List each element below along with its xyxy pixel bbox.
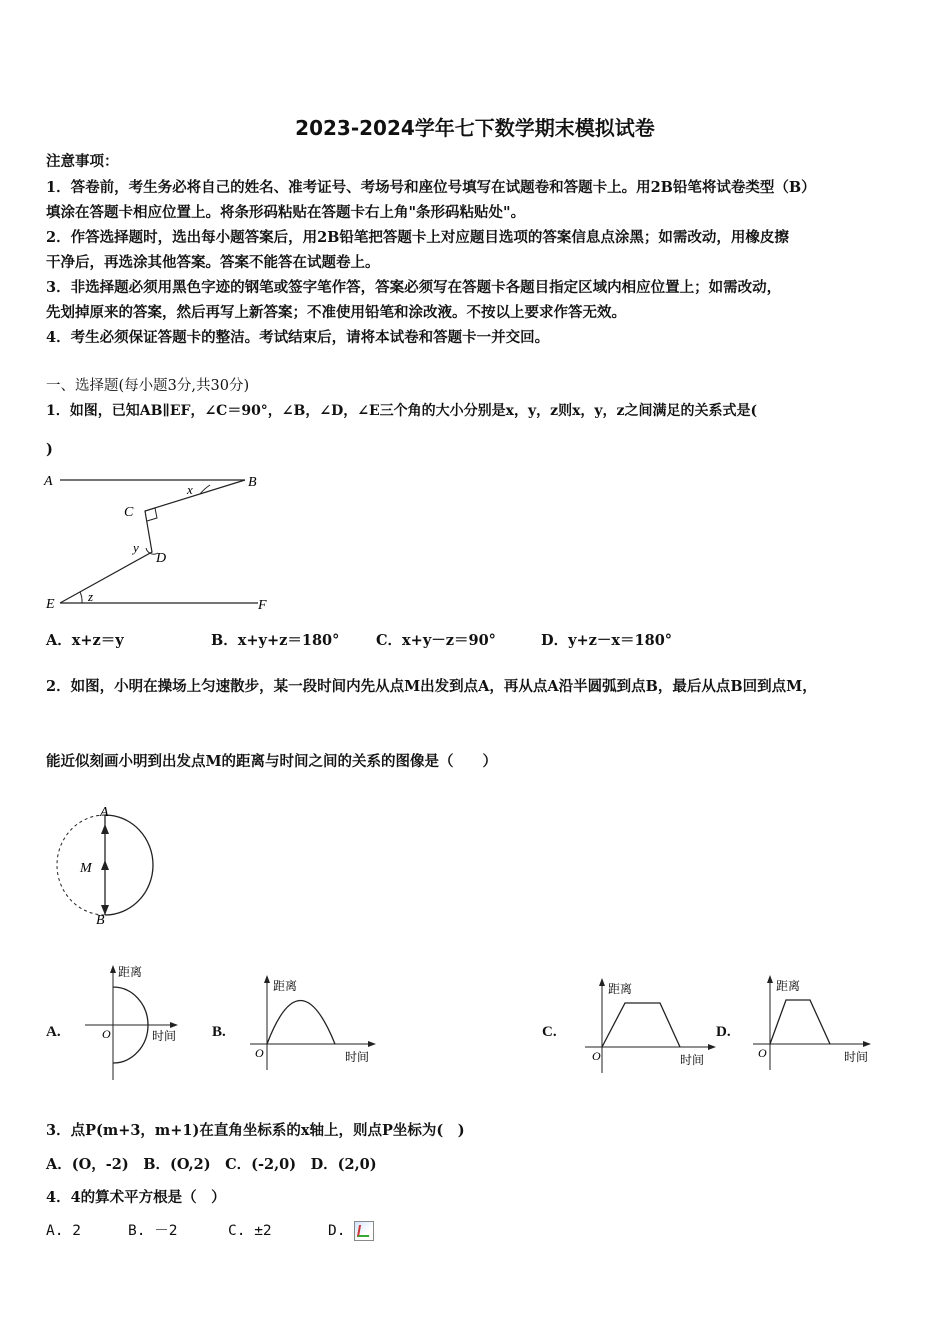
notice-line: 3．非选择题必须用黑色字迹的钢笔或签字笔作答，答案必须写在答题卡各题目指定区域内相应位置上；如需改动， xyxy=(46,279,782,296)
page-title: 2023-2024学年七下数学期末模拟试卷 xyxy=(295,116,655,140)
notice-line: 4．考生必须保证答题卡的整洁。考试结束后，请将本试卷和答题卡一并交回。 xyxy=(46,329,550,346)
notice-line: 2．作答选择题时，选出每小题答案后，用2B铅笔把答题卡上对应题目选项的答案信息点涂黑；如需改动，用橡皮擦 xyxy=(46,229,789,246)
axis-x-label: 时间 xyxy=(844,1050,869,1064)
origin-label: O xyxy=(255,1046,264,1060)
broken-image-icon xyxy=(354,1221,374,1241)
q1-figure xyxy=(40,466,280,616)
origin-label: O xyxy=(758,1046,767,1060)
q2-option-c-letter: C. xyxy=(542,1024,557,1040)
axis-x-label: 时间 xyxy=(345,1050,370,1064)
notice-line: 填涂在答题卡相应位置上。将条形码粘贴在答题卡右上角"条形码粘贴处"。 xyxy=(46,204,526,221)
label-x: x xyxy=(187,482,193,497)
notice-line: 干净后，再选涂其他答案。答案不能答在试题卷上。 xyxy=(46,254,380,271)
q4-option-b: B. －2 xyxy=(128,1223,178,1239)
notice-heading: 注意事项： xyxy=(46,153,119,170)
label-A: A xyxy=(100,805,109,820)
q2-option-a-letter: A. xyxy=(46,1024,61,1040)
label-A: A xyxy=(44,474,53,489)
axis-y-label: 距离 xyxy=(776,979,801,993)
q1-stem: 1．如图，已知AB∥EF，∠C＝90°，∠B，∠D，∠E三个角的大小分别是x，y，z则x，y，z之间满足的关系式是( xyxy=(46,403,758,419)
label-B: B xyxy=(248,475,257,490)
q1-option-d: D．y+z－x＝180° xyxy=(541,632,673,649)
q2-graph-b xyxy=(245,972,380,1072)
q1-option-b: B．x+y+z＝180° xyxy=(211,632,340,649)
axis-y-label: 距离 xyxy=(273,979,298,993)
q3-options: A．(O，-2) B．(O,2) C．(-2,0) D．(2,0) xyxy=(46,1156,377,1173)
q2-figure xyxy=(48,800,168,930)
notice-line: 1．答卷前，考生务必将自己的姓名、准考证号、考场号和座位号填写在试题卷和答题卡上。用2B铅笔将试卷类型（B） xyxy=(46,179,816,196)
label-F: F xyxy=(258,598,267,613)
q4-stem: 4．4的算术平方根是（ ） xyxy=(46,1189,226,1206)
origin-label: O xyxy=(102,1027,111,1041)
q4-option-d xyxy=(328,1221,374,1241)
axis-y-label: 距离 xyxy=(608,982,633,996)
q2-stem-line2: 能近似刻画小明到出发点M的距离与时间之间的关系的图像是（ ） xyxy=(46,753,498,770)
q2-stem-line1: 2．如图，小明在操场上匀速散步，某一段时间内先从点M出发到点A，再从点A沿半圆弧到点B，最后从点B回到点M， xyxy=(46,678,817,695)
label-M: M xyxy=(80,861,92,876)
q2-graph-d xyxy=(748,972,878,1072)
q4-option-d-label: D. xyxy=(328,1223,346,1239)
label-B: B xyxy=(96,913,105,928)
q2-graph-c xyxy=(580,975,720,1075)
label-D: D xyxy=(156,551,167,566)
q1-option-c: C．x+y－z＝90° xyxy=(376,632,496,649)
section-heading: 一、选择题(每小题3分,共30分) xyxy=(46,378,250,394)
axis-x-label: 时间 xyxy=(152,1029,177,1043)
label-z: z xyxy=(88,589,94,604)
axis-y-label: 距离 xyxy=(118,965,143,979)
q1-stem-end: ) xyxy=(46,441,53,458)
q3-stem: 3．点P(m+3，m+1)在直角坐标系的x轴上，则点P坐标为( ) xyxy=(46,1122,465,1139)
axis-x-label: 时间 xyxy=(680,1053,705,1067)
q2-option-d-letter: D. xyxy=(716,1024,731,1040)
q2-graph-a xyxy=(80,962,190,1087)
label-y: y xyxy=(133,540,139,555)
q4-option-a: A. 2 xyxy=(46,1223,81,1239)
q4-option-c: C. ±2 xyxy=(228,1223,272,1239)
label-C: C xyxy=(124,505,134,520)
notice-line: 先划掉原来的答案，然后再写上新答案；不准使用铅笔和涂改液。不按以上要求作答无效。 xyxy=(46,304,626,321)
q1-option-a: A．x+z＝y xyxy=(46,632,124,649)
label-E: E xyxy=(46,597,55,612)
q2-option-b-letter: B. xyxy=(212,1024,226,1040)
origin-label: O xyxy=(592,1049,601,1063)
